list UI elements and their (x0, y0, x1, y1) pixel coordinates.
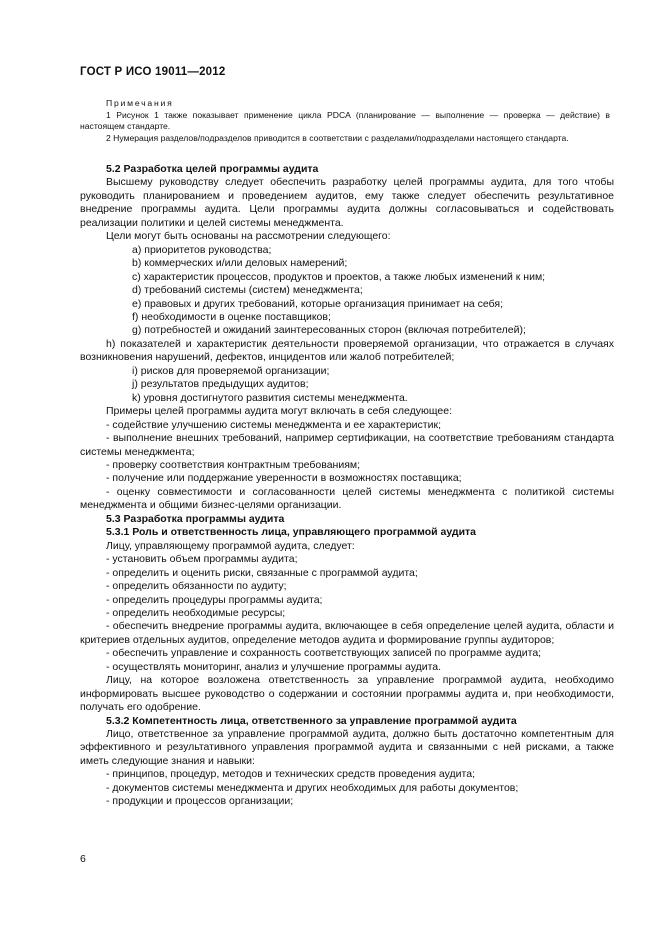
list-item: b) коммерческих и/или деловых намерений; (132, 257, 348, 270)
list-item: - выполнение внешних требований, например сертификации, на соответствие требованиям стандарта системы менеджмента; (80, 432, 614, 458)
paragraph: Лицу, управляющему программой аудита, следует: (106, 539, 355, 552)
paragraph: Лицо, ответственное за управление программой аудита, должно быть достаточно компетентным для эффективного и результативного управления программой аудита и связанными с ней рисками, а также иметь следующие знания и навыки: (80, 728, 614, 767)
list-item: - проверку соответствия контрактным требованиям; (106, 458, 361, 471)
list-item: - продукции и процессов организации; (106, 795, 294, 808)
list-item: - оценку совместимости и согласованности целей системы менеджмента с политикой системы менеджмента и общими бизнес-целями организации. (80, 485, 614, 512)
notes-title: Примечания (106, 98, 174, 108)
document-body (80, 163, 614, 809)
list-item: - обеспечить внедрение программы аудита, включающее в себя определение целей аудита, области и критериев отдельных аудитов, определение методов аудита и формирование группы аудиторов; (80, 620, 614, 646)
list-item: - обеспечить управление и сохранность соответствующих записей по программе аудита; (106, 647, 542, 660)
list-item: - получение или поддержание уверенности в возможностях поставщика; (106, 472, 462, 485)
list-item: f) необходимости в оценке поставщиков; (132, 310, 331, 323)
list-item: - определить процедуры программы аудита; (106, 593, 323, 606)
section-heading-5-3: 5.3 Разработка программы аудита (106, 512, 285, 525)
list-item: j) результатов предыдущих аудитов; (132, 378, 309, 391)
list-item: h) показателей и характеристик деятельности проверяемой организации, что отражается в случаях возникновения нарушений, дефектов, инцидентов или жалоб потребителей; (80, 337, 614, 364)
page-number: 6 (80, 853, 86, 865)
list-item: - содействие улучшению системы менеджмента и ее характеристик; (106, 418, 441, 431)
list-item: - документов системы менеджмента и других необходимых для работы документов; (106, 781, 519, 794)
list-item: - установить объем программы аудита; (106, 553, 298, 566)
list-item: d) требований системы (систем) менеджмента; (132, 284, 363, 297)
list-item: - осуществлять мониторинг, анализ и улучшение программы аудита. (106, 660, 442, 673)
document-header: ГОСТ Р ИСО 19011—2012 (80, 66, 226, 78)
list-item: - определить и оценить риски, связанные с программой аудита; (106, 566, 418, 579)
list-item: - принципов, процедур, методов и технических средств проведения аудита; (106, 768, 475, 781)
list-item: e) правовых и других требований, которые организация принимает на себя; (132, 297, 503, 310)
list-item: g) потребностей и ожиданий заинтересованных сторон (включая потребителей); (132, 324, 526, 337)
list-item: c) характеристик процессов, продуктов и проектов, а также любых изменений к ним; (132, 270, 546, 283)
section-heading-5-2: 5.2 Разработка целей программы аудита (106, 163, 319, 175)
section-heading-5-3-1: 5.3.1 Роль и ответственность лица, управляющего программой аудита (106, 526, 477, 539)
note-item: 1 Рисунок 1 также показывает применение цикла PDCA (планирование — выполнение — проверка — действие) в настоящем стандарте. (80, 109, 610, 131)
section-heading-5-3-2: 5.3.2 Компетентность лица, ответственного за управление программой аудита (106, 714, 517, 727)
paragraph: Цели могут быть основаны на рассмотрении следующего: (106, 230, 391, 243)
notes-block (80, 98, 610, 144)
list-item: - определить необходимые ресурсы; (106, 606, 286, 619)
note-item: 2 Нумерация разделов/подразделов приводится в соответствии с разделами/подразделами настоящего стандарта. (106, 132, 569, 143)
list-item: k) уровня достигнутого развития системы менеджмента. (132, 391, 408, 404)
list-item: a) приоритетов руководства; (132, 243, 272, 256)
paragraph: Высшему руководству следует обеспечить разработку целей программы аудита, для того чтобы руководить планированием и проведением аудитов, ему также следует обеспечить результативное внедрение программы аудита. Цели программы аудита должны согласовываться и содействовать реализации политики и целей системы менеджмента. (80, 176, 614, 229)
paragraph: Примеры целей программы аудита могут включать в себя следующее: (106, 405, 452, 418)
paragraph: Лицу, на которое возложена ответственность за управление программой аудита, необходимо информировать высшее руководство о содержании и состоянии программы аудита и, при необходимости, получать его одобрение. (80, 674, 614, 714)
list-item: - определить обязанности по аудиту; (106, 580, 287, 593)
list-item: i) рисков для проверяемой организации; (132, 364, 330, 377)
